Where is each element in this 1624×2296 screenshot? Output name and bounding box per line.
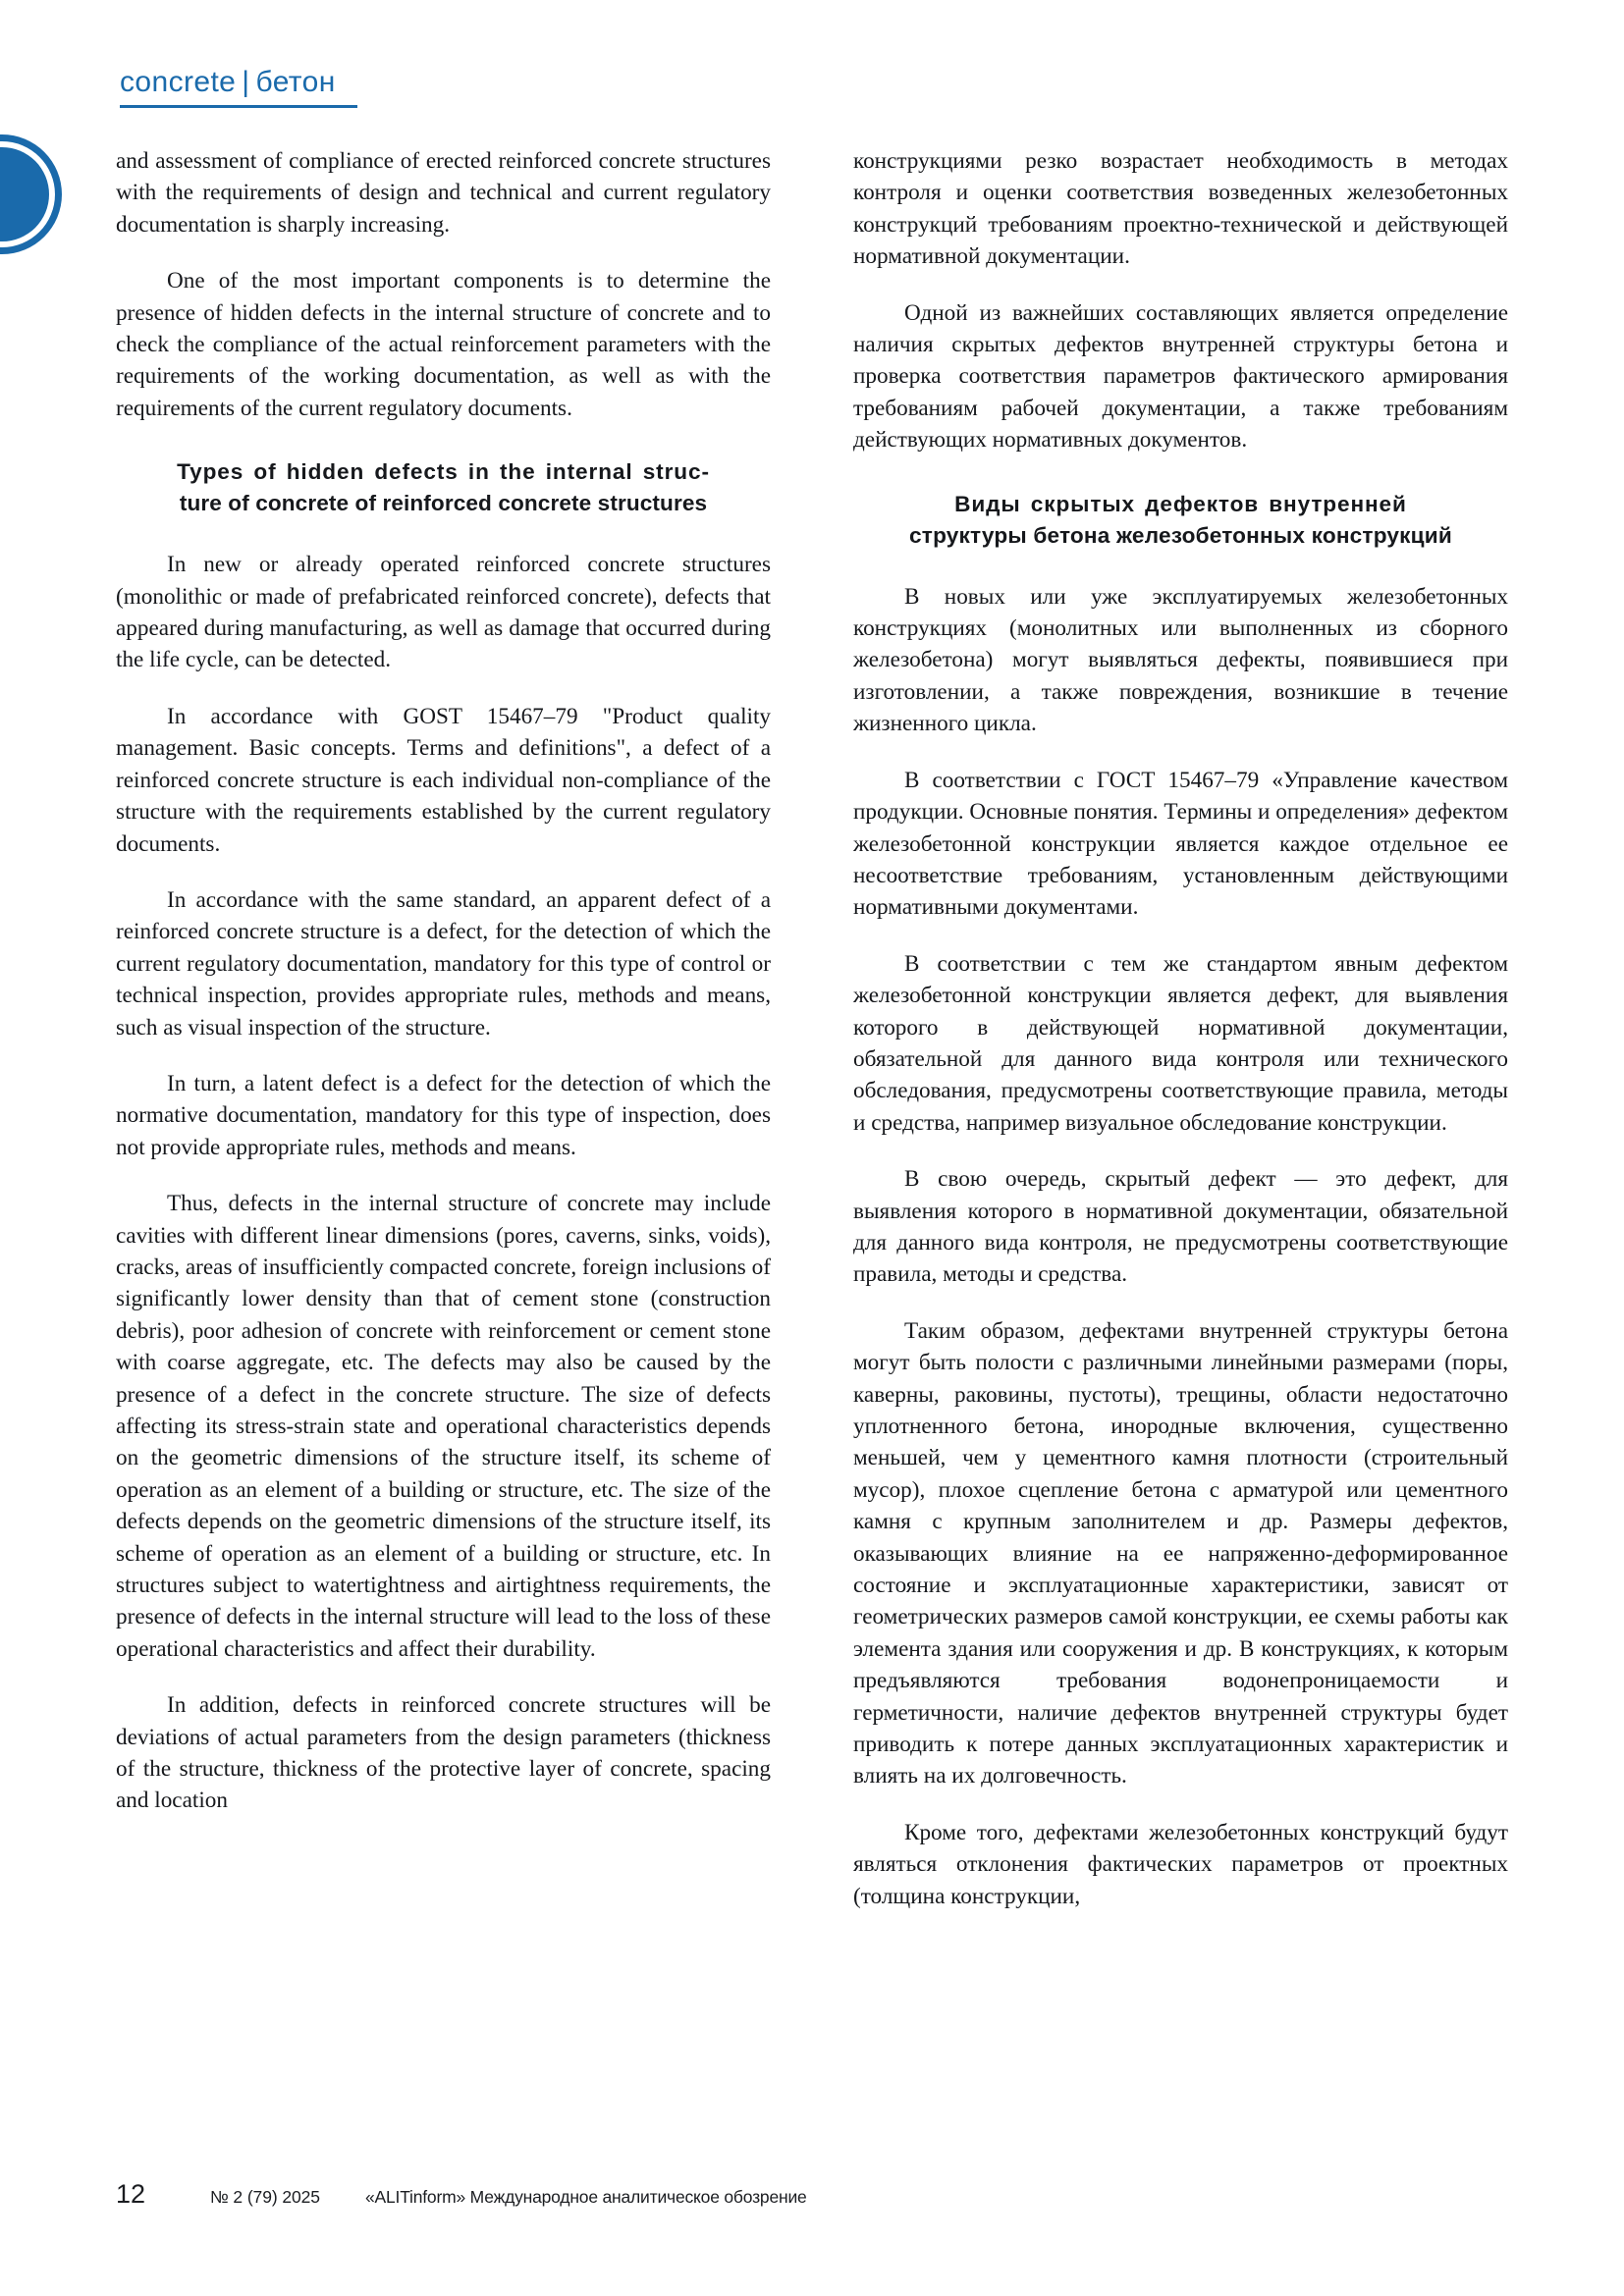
paragraph: In accordance with the same standard, an apparent defect of a reinforced concrete structure is a defect, for the detection of which the current regulatory documentation, mandatory for this type of control or technical inspection, provides appropriate rules, methods and means, such as visual inspection of the structure. — [116, 886, 771, 1041]
paragraph: В соответствии с ГОСТ 15467–79 «Управление качеством продукции. Основные понятия. Термины и определения» дефектом железобетонной конструкции является каждое отдельное ее несоответствие требованиям, установленным действующими нормативными документами. — [853, 767, 1508, 921]
paragraph: In turn, a latent defect is a defect for the detection of which the normative documentation, mandatory for this type of inspection, does not provide appropriate rules, methods and means. — [116, 1070, 771, 1160]
section-heading-line: структуры бетона железобетонных конструкций — [909, 522, 1452, 548]
journal-masthead: «ALITinform» Международное аналитическое обозрение — [365, 2187, 807, 2207]
paragraph: and assessment of compliance of erected reinforced concrete structures with the requirements of design and technical and current regulatory documentation is sharply increasing. — [116, 148, 771, 238]
paragraph: В свою очередь, скрытый дефект — это дефект, для выявления которого в нормативной документации, обязательной для данного вида контроля, не предусмотрены соответствующие правила, методы и средства. — [853, 1166, 1508, 1288]
running-head-rule — [120, 105, 357, 108]
paragraph: Thus, defects in the internal structure of concrete may include cavities with different linear dimensions (pores, caverns, sinks, voids), cracks, areas of insufficiently compacted concrete, foreign inclusions of significantly lower density than that of cement stone (construction debris), poor adhesion of concrete with reinforcement or cement stone with coarse aggregate, etc. The defects may also be caused by the presence of a defect in the concrete structure. The size of defects affecting its stress-strain state and operational characteristics depends on the geometric dimensions of the structure itself, its scheme of operation as an element of a building or structure, etc. The size of the defects depends on the geometric dimensions of the structure itself, its scheme of operation as an element of a building or structure, etc. In structures subject to watertightness and airtightness requirements, the presence of defects in the internal structure will lead to the loss of these operational characteristics and affect their durability. — [116, 1191, 771, 1662]
column-english — [116, 145, 771, 1912]
paragraph: Кроме того, дефектами железобетонных конструкций будут являться отклонения фактических параметров от проектных (толщина конструкции, — [853, 1819, 1508, 1909]
two-column-body — [116, 145, 1508, 1912]
paragraph: In new or already operated reinforced concrete structures (monolithic or made of prefabricated reinforced concrete), defects that appeared during manufacturing, as well as damage that occurred during the life cycle, can be detected. — [116, 552, 771, 673]
paragraph: One of the most important components is to determine the presence of hidden defects in the internal structure of concrete and to check the compliance of the actual reinforcement parameters with the requirements of the working documentation, as well as with the requirements of the current regulatory documents. — [116, 268, 771, 421]
paragraph: В новых или уже эксплуатируемых железобетонных конструкциях (монолитных или выполненных из сборного железобетона) могут выявляться дефекты, появившиеся при изготовлении, а также повреждения, возникшие в течение жизненного цикла. — [853, 583, 1508, 737]
decorative-circle-marker — [0, 147, 49, 241]
running-head-left-label: concrete — [120, 66, 237, 98]
section-heading-russian — [853, 489, 1508, 552]
paragraph: конструкциями резко возрастает необходимость в методах контроля и оценки соответствия возведенных железобетонных конструкций требованиям проектно-технической и действующей нормативной документации. — [853, 148, 1508, 270]
running-head-text — [120, 67, 630, 98]
paragraph: In accordance with GOST 15467–79 "Product quality management. Basic concepts. Terms and definitions", a defect of a reinforced concrete structure is each individual non-compliance of the structure with the requirements established by the current regulatory documents. — [116, 703, 771, 857]
section-heading-line: ture of concrete of reinforced concrete structures — [179, 491, 708, 516]
running-head-separator: | — [242, 66, 250, 98]
running-head-right-label: бетон — [255, 66, 336, 98]
page-footer — [116, 2179, 807, 2210]
page-number: 12 — [116, 2179, 146, 2209]
section-heading-line: Types of hidden defects in the internal struc- — [177, 459, 710, 485]
section-heading-english — [116, 456, 771, 519]
paragraph: In addition, defects in reinforced concrete structures will be deviations of actual parameters from the design parameters (thickness of the structure, thickness of the protective layer of concrete, spacing and location — [116, 1692, 771, 1814]
paragraph: В соответствии с тем же стандартом явным дефектом железобетонной конструкции является дефект, для выявления которого в действующей нормативной документации, обязательной для данного вида контроля или технического обследования, предусмотрены соответствующие правила, методы и средства, например визуальное обследование конструкции. — [853, 950, 1508, 1136]
issue-number: № 2 (79) 2025 — [210, 2187, 320, 2207]
column-russian — [853, 145, 1508, 1912]
paragraph: Одной из важнейших составляющих является определение наличия скрытых дефектов внутренней структуры бетона и проверка соответствия параметров фактического армирования требованиям рабочей документации, а также требованиям действующих нормативных документов. — [853, 299, 1508, 454]
section-heading-line: Виды скрытых дефектов внутренней — [954, 491, 1407, 516]
paragraph: Таким образом, дефектами внутренней структуры бетона могут быть полости с различными линейными размерами (поры, каверны, раковины, пустоты), трещины, области недостаточно уплотненного бетона, инородные включения, существенно меньшей, чем у цементного камня плотности (строительный мусор), плохое сцепление бетона с арматурой или цементного камня с крупным заполнителем и др. Размеры дефектов, оказывающих влияние на ее напряженно-деформированное состояние и эксплуатационные характеристики, зависят от геометрических размеров самой конструкции, ее схемы работы как элемента здания или сооружения и др. В конструкциях, к которым предъявляются требования водонепроницаемости и герметичности, наличие дефектов внутренней структуры будет приводить к потере данных эксплуатационных характеристик и влиять на их долговечность. — [853, 1317, 1508, 1789]
running-head — [120, 67, 630, 108]
